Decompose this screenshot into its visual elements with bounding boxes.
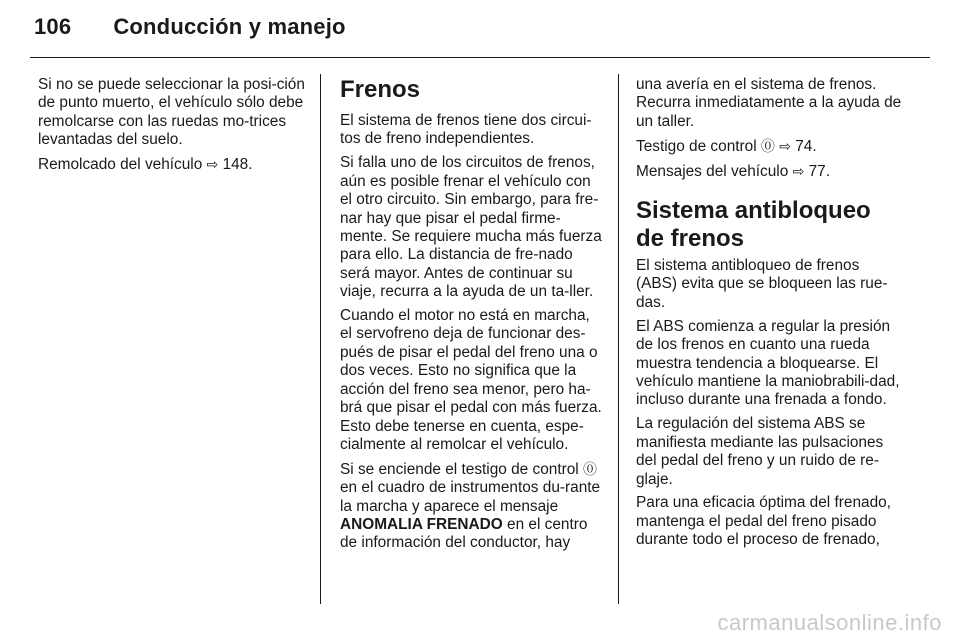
section-heading-abs: Sistema antibloqueo de frenos bbox=[636, 197, 871, 253]
reference-text: Testigo de control bbox=[636, 137, 757, 155]
watermark: carmanualsonline.info bbox=[717, 610, 942, 635]
header-rule bbox=[30, 57, 930, 58]
page-reference-arrow-icon: ⇨ bbox=[792, 162, 805, 179]
brake-warning-icon: ⓪ bbox=[583, 460, 597, 477]
paragraph: El sistema antibloqueo de frenos (ABS) evita que se bloqueen las rue-das. bbox=[636, 257, 888, 311]
page-reference-arrow-icon: ⇨ bbox=[779, 137, 791, 154]
brake-warning-icon: ⓪ bbox=[760, 137, 775, 154]
column-divider-1 bbox=[320, 74, 321, 604]
paragraph bbox=[636, 162, 904, 181]
paragraph: Si falla uno de los circuitos de frenos, aún es posible frenar el vehículo con el otro circuito. Sin embargo, para fre-nar hay que pisar el pedal firme-mente. Se requiere mucha más fuerza para ello. La distancia de fre-nado será mayor. Antes de continuar su viaje, recurra a la ayuda de un ta-ller. bbox=[340, 154, 602, 301]
paragraph: El sistema de frenos tiene dos circui-tos de freno independientes. bbox=[340, 112, 592, 148]
section-heading-frenos: Frenos bbox=[340, 76, 421, 103]
paragraph: Si no se puede seleccionar la posi-ción de punto muerto, el vehículo sólo debe remolcarse con las ruedas mo-trices levantadas del suelo. bbox=[38, 76, 305, 149]
paragraph: El ABS comienza a regular la presión de los frenos en cuanto una rueda muestra tendencia a bloquearse. El vehículo mantiene la maniobrabili-dad, incluso durante una frenada a fondo. bbox=[636, 317, 900, 409]
reference-text: Mensajes del vehículo bbox=[636, 162, 789, 180]
page-reference[interactable]: 148. bbox=[222, 156, 253, 174]
column-1 bbox=[38, 76, 306, 180]
paragraph: Para una eficacia óptima del frenado, mantenga el pedal del freno pisado durante todo el proceso de frenado, bbox=[636, 494, 891, 549]
text-run: Si se enciende el testigo de control bbox=[340, 460, 579, 478]
paragraph: una avería en el sistema de frenos. Recurra inmediatamente a la ayuda de un taller. bbox=[636, 76, 902, 130]
page-reference-arrow-icon: ⇨ bbox=[206, 156, 219, 173]
column-divider-2 bbox=[618, 74, 619, 604]
paragraph bbox=[636, 137, 904, 156]
page-number: 106 bbox=[34, 14, 72, 39]
paragraph bbox=[340, 460, 602, 553]
page-reference[interactable]: 77. bbox=[808, 162, 830, 180]
paragraph: Cuando el motor no está en marcha, el servofreno deja de funcionar des-pués de pisar el pedal del freno una o dos veces. Esto no significa que la acción del freno sea menor, pero ha-brá que pisar el pedal con más fuerza. Esto debe tenerse en cuenta, espe-cialmente al remolcar el vehículo. bbox=[340, 307, 602, 453]
paragraph bbox=[38, 155, 306, 174]
text-run: en el centro de información del conductor, hay bbox=[340, 516, 588, 552]
reference-text: Remolcado del vehículo bbox=[38, 156, 203, 174]
section-title: Conducción y manejo bbox=[113, 14, 346, 39]
paragraph: La regulación del sistema ABS se manifiesta mediante las pulsaciones del pedal del freno y un ruido de re-glaje. bbox=[636, 415, 884, 488]
page-header bbox=[34, 14, 346, 40]
page-reference[interactable]: 74. bbox=[795, 137, 817, 155]
text-run: en el cuadro de instrumentos du-rante la marcha y aparece el mensaje bbox=[340, 479, 601, 515]
column-2 bbox=[340, 76, 602, 558]
message-text: ANOMALIA FRENADO bbox=[340, 516, 503, 534]
column-3 bbox=[636, 76, 904, 555]
